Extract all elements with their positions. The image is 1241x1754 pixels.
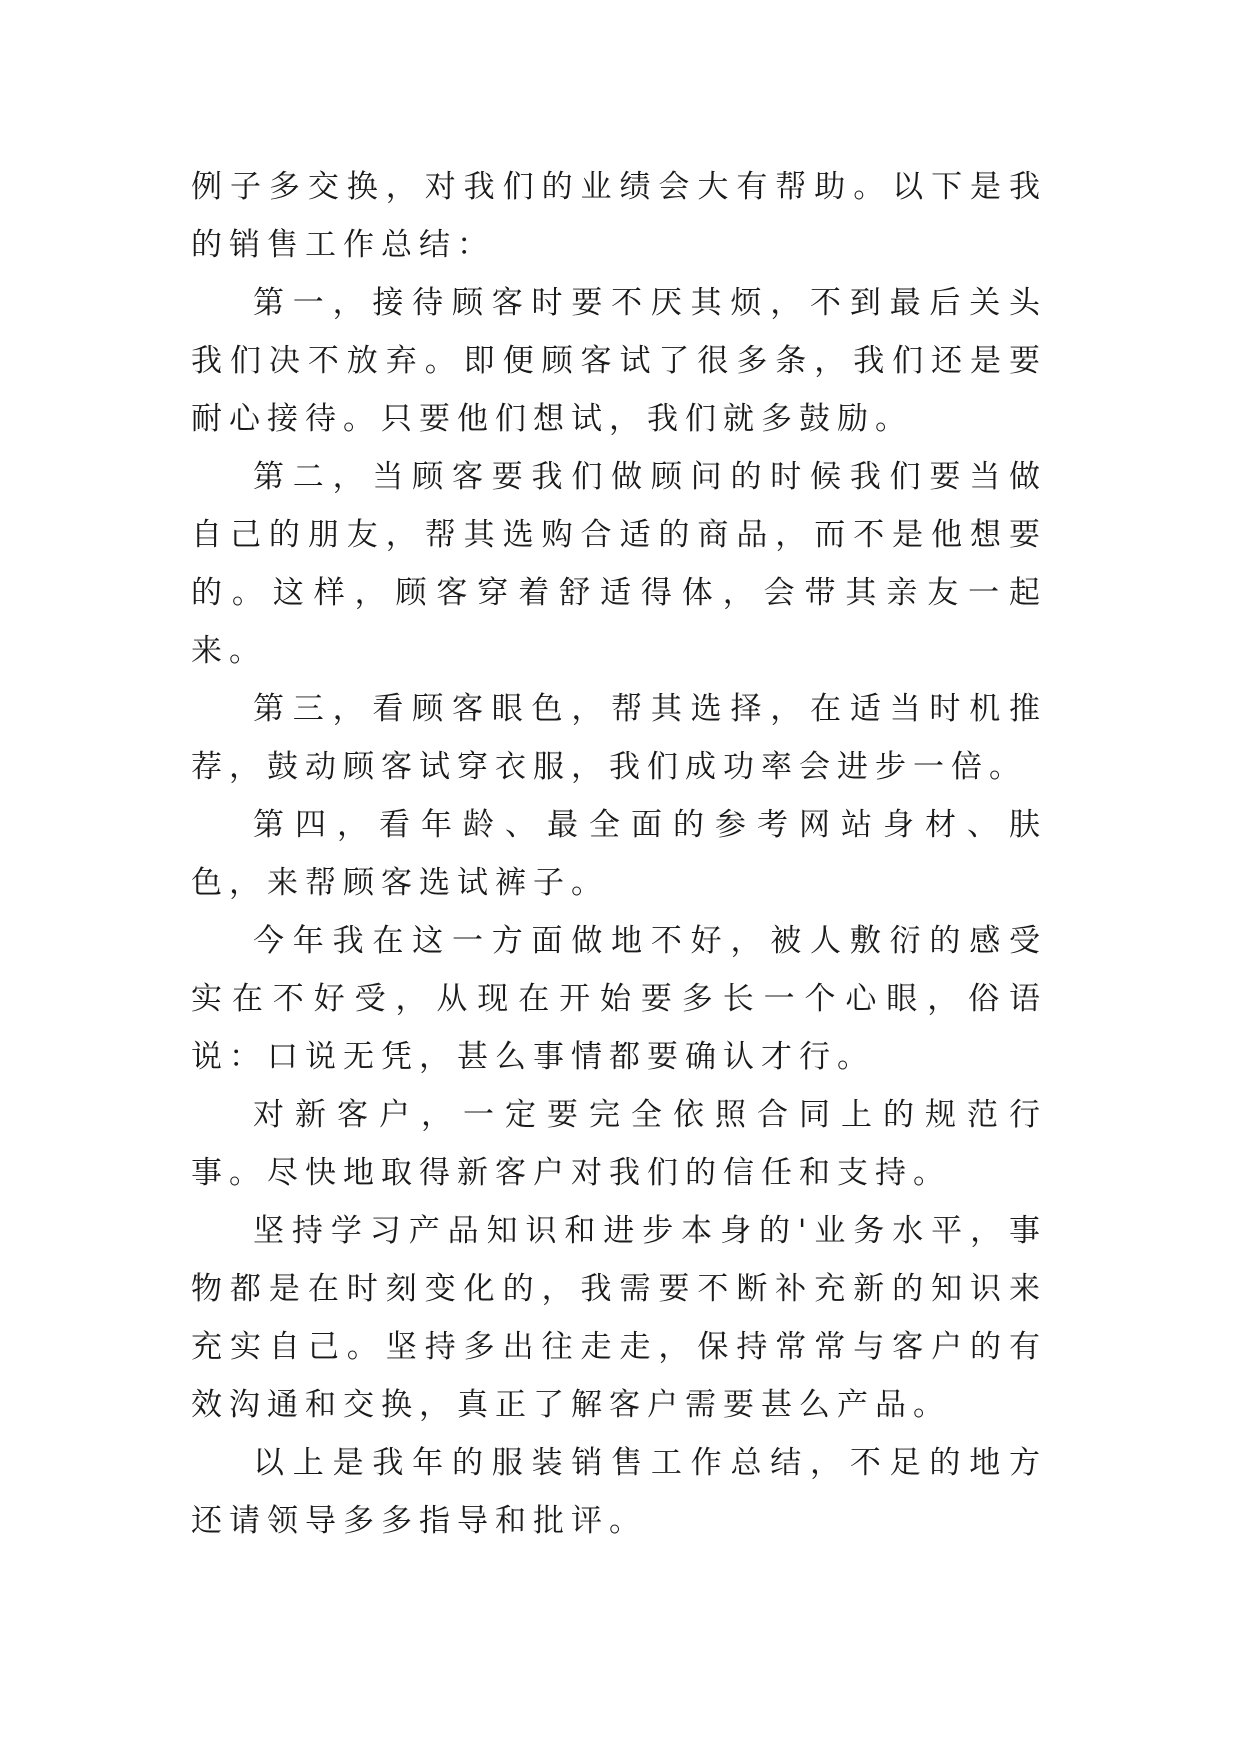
paragraph-closing: 以上是我年的服装销售工作总结，不足的地方还请领导多多指导和批评。 bbox=[191, 1445, 1047, 1539]
document-body bbox=[191, 158, 1047, 1550]
paragraph-point-four: 第四，看年龄、最全面的参考网站身材、肤色，来帮顾客选试裤子。 bbox=[191, 807, 1047, 901]
paragraph-continuation: 例子多交换，对我们的业绩会大有帮助。以下是我的销售工作总结： bbox=[191, 169, 1047, 263]
paragraph-reflection: 今年我在这一方面做地不好，被人敷衍的感受实在不好受，从现在开始要多长一个心眼，俗语说：口说无凭，甚么事情都要确认才行。 bbox=[191, 923, 1047, 1075]
paragraph-new-clients: 对新客户，一定要完全依照合同上的规范行事。尽快地取得新客户对我们的信任和支持。 bbox=[191, 1097, 1047, 1191]
paragraph-learning: 坚持学习产品知识和进步本身的'业务水平，事物都是在时刻变化的，我需要不断补充新的知识来充实自己。坚持多出往走走，保持常常与客户的有效沟通和交换，真正了解客户需要甚么产品。 bbox=[191, 1213, 1047, 1423]
paragraph-point-three: 第三，看顾客眼色，帮其选择，在适当时机推荐，鼓动顾客试穿衣服，我们成功率会进步一倍。 bbox=[191, 691, 1047, 785]
paragraph-point-one: 第一，接待顾客时要不厌其烦，不到最后关头我们决不放弃。即便顾客试了很多条，我们还是要耐心接待。只要他们想试，我们就多鼓励。 bbox=[191, 285, 1047, 437]
paragraph-point-two: 第二，当顾客要我们做顾问的时候我们要当做自己的朋友，帮其选购合适的商品，而不是他想要的。这样，顾客穿着舒适得体，会带其亲友一起来。 bbox=[191, 459, 1047, 669]
